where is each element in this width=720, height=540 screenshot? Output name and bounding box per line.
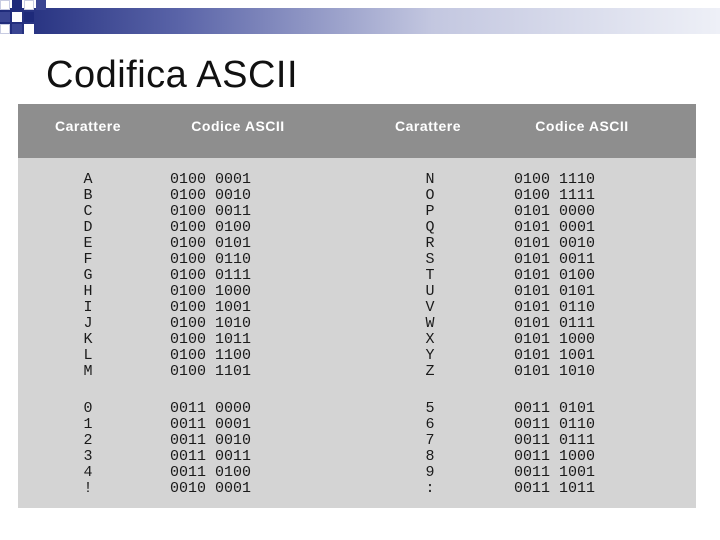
table-cell-code: 0100 0110 xyxy=(170,251,252,268)
table-cell-code: 0101 0001 xyxy=(514,219,596,236)
table-cell-char: ! xyxy=(83,480,93,497)
group-spacer xyxy=(420,380,440,401)
table-cell-char: N xyxy=(425,171,435,188)
table-cell-code: 0101 0010 xyxy=(514,235,596,252)
table-cell-code: 0101 1000 xyxy=(514,331,596,348)
decorative-square xyxy=(0,12,10,22)
decorative-square xyxy=(24,12,34,22)
table-cell-code: 0100 1101 xyxy=(170,363,252,380)
table-cell-code: 0101 1001 xyxy=(514,347,596,364)
header-carattere-right: Carattere xyxy=(395,118,461,134)
table-cell-code: 0101 1010 xyxy=(514,363,596,380)
table-cell-char: Y xyxy=(425,347,435,364)
table-cell-char: A xyxy=(83,171,93,188)
table-cell-code: 0100 0111 xyxy=(170,267,252,284)
table-cell-char: F xyxy=(83,251,93,268)
table-cell-char: O xyxy=(425,187,435,204)
table-cell-code: 0101 0000 xyxy=(514,203,596,220)
right-char-column xyxy=(420,172,440,497)
table-cell-code: 0011 0111 xyxy=(514,432,596,449)
table-cell-code: 0101 0110 xyxy=(514,299,596,316)
slide-title: Codifica ASCII xyxy=(46,54,298,96)
table-cell-code: 0100 1100 xyxy=(170,347,252,364)
decorative-square xyxy=(24,24,34,34)
table-cell-code: 0100 0100 xyxy=(170,219,252,236)
table-cell-char: R xyxy=(425,235,435,252)
header-carattere-left: Carattere xyxy=(55,118,121,134)
table-cell-char: U xyxy=(425,283,435,300)
table-cell-code: 0011 0000 xyxy=(170,400,252,417)
table-cell-code: 0100 1110 xyxy=(514,171,596,188)
table-cell-char: T xyxy=(425,267,435,284)
table-cell-char: 3 xyxy=(83,448,93,465)
table-cell-code: 0100 1001 xyxy=(170,299,252,316)
table-cell-char: I xyxy=(83,299,93,316)
table-cell-char: Z xyxy=(425,363,435,380)
table-cell-code: 0011 0001 xyxy=(170,416,252,433)
table-cell-code: 0011 0100 xyxy=(170,464,252,481)
ascii-table xyxy=(18,104,696,508)
table-cell-code: 0011 0011 xyxy=(170,448,252,465)
table-cell-char: B xyxy=(83,187,93,204)
table-cell-code: 0100 0011 xyxy=(170,203,252,220)
table-cell-char: E xyxy=(83,235,93,252)
table-cell-code: 0101 0011 xyxy=(514,251,596,268)
decorative-square xyxy=(12,24,22,34)
table-cell-char: : xyxy=(425,480,435,497)
group-spacer xyxy=(170,380,310,401)
decorative-square xyxy=(0,0,10,10)
table-cell-char: 5 xyxy=(425,400,435,417)
table-cell-code: 0100 0010 xyxy=(170,187,252,204)
header-codice-right: Codice ASCII xyxy=(535,118,629,134)
table-cell-code: 0011 0010 xyxy=(170,432,252,449)
table-cell-char: V xyxy=(425,299,435,316)
table-cell-char: X xyxy=(425,331,435,348)
decorative-square xyxy=(36,0,46,10)
left-code-column xyxy=(170,172,310,497)
header-codice-left: Codice ASCII xyxy=(191,118,285,134)
table-header xyxy=(18,104,696,158)
table-cell-code: 0011 0110 xyxy=(514,416,596,433)
left-char-column xyxy=(78,172,98,497)
table-cell-char: 8 xyxy=(425,448,435,465)
table-cell-code: 0011 1001 xyxy=(514,464,596,481)
table-cell-char: J xyxy=(83,315,93,332)
group-spacer xyxy=(78,380,98,401)
table-cell-code: 0011 1000 xyxy=(514,448,596,465)
table-cell-code: 0100 1111 xyxy=(514,187,596,204)
table-cell-char: K xyxy=(83,331,93,348)
table-cell-code: 0101 0100 xyxy=(514,267,596,284)
table-cell-code: 0011 0101 xyxy=(514,400,596,417)
decorative-square xyxy=(0,24,10,34)
decorative-square xyxy=(24,0,34,10)
right-code-column xyxy=(514,172,654,497)
table-cell-code: 0101 0111 xyxy=(514,315,596,332)
table-cell-char: H xyxy=(83,283,93,300)
table-cell-char: P xyxy=(425,203,435,220)
table-cell-char: 9 xyxy=(425,464,435,481)
table-cell-code: 0100 0001 xyxy=(170,171,252,188)
decorative-square xyxy=(12,12,22,22)
table-cell-char: 1 xyxy=(83,416,93,433)
table-cell-char: D xyxy=(83,219,93,236)
table-cell-code: 0100 1011 xyxy=(170,331,252,348)
table-cell-code: 0010 0001 xyxy=(170,480,252,497)
table-cell-char: 4 xyxy=(83,464,93,481)
table-cell-char: C xyxy=(83,203,93,220)
table-cell-char: 6 xyxy=(425,416,435,433)
table-cell-char: M xyxy=(83,363,93,380)
table-cell-code: 0100 1000 xyxy=(170,283,252,300)
table-cell-char: 7 xyxy=(425,432,435,449)
decorative-square xyxy=(12,0,22,10)
decorative-gradient-band xyxy=(0,8,720,34)
table-cell-char: W xyxy=(425,315,435,332)
table-cell-char: G xyxy=(83,267,93,284)
table-cell-char: L xyxy=(83,347,93,364)
group-spacer xyxy=(514,380,654,401)
table-cell-char: 2 xyxy=(83,432,93,449)
table-cell-char: S xyxy=(425,251,435,268)
table-cell-char: 0 xyxy=(83,400,93,417)
table-cell-code: 0011 1011 xyxy=(514,480,596,497)
table-cell-code: 0100 1010 xyxy=(170,315,252,332)
table-cell-char: Q xyxy=(425,219,435,236)
table-cell-code: 0101 0101 xyxy=(514,283,596,300)
table-cell-code: 0100 0101 xyxy=(170,235,252,252)
